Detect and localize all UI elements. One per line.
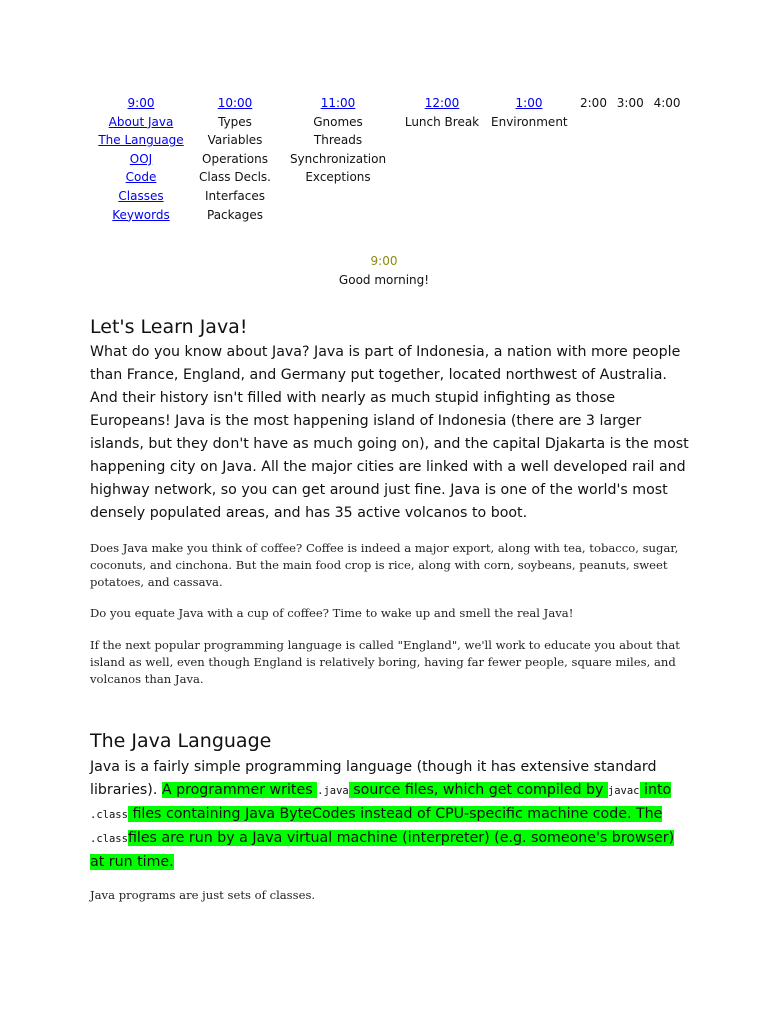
highlight-into: into xyxy=(639,782,672,798)
language-paragraph xyxy=(90,756,690,874)
topic-synchronization: Synchronization xyxy=(289,151,387,166)
schedule-column-12 xyxy=(404,94,480,131)
topic-operations: Operations xyxy=(202,151,268,166)
topic-exceptions: Exceptions xyxy=(305,170,371,185)
code-javac: javac xyxy=(607,785,640,797)
schedule-column-1 xyxy=(491,94,567,131)
highlight-bytecodes: files containing Java ByteCodes instead of CPU-specific machine code. The xyxy=(127,806,663,822)
topic-variables: Variables xyxy=(207,133,263,148)
schedule-column-9 xyxy=(93,94,189,224)
heading-java-language: The Java Language xyxy=(90,730,272,752)
england-paragraph: If the next popular programming language is called "England", we'll work to educate you about that island as well, even though England is relatively boring, having far fewer people, square miles, and volcanos than Java. xyxy=(90,638,680,686)
schedule-column-11 xyxy=(288,94,388,187)
current-slot xyxy=(0,252,768,289)
time-link-11[interactable]: 11:00 xyxy=(320,96,356,110)
topic-gnomes: Gnomes xyxy=(313,114,363,129)
code-class-ext-2: .class xyxy=(90,833,128,845)
schedule-table xyxy=(0,94,768,234)
topic-lunch-break: Lunch Break xyxy=(404,114,480,129)
link-the-language[interactable]: The Language xyxy=(98,133,184,148)
link-classes[interactable]: Classes xyxy=(118,188,164,203)
schedule-column-10 xyxy=(198,94,272,224)
classes-paragraph: Java programs are just sets of classes. xyxy=(90,888,316,902)
link-keywords[interactable]: Keywords xyxy=(112,207,170,222)
link-ooj[interactable]: OOJ xyxy=(129,151,153,166)
topic-class-decls: Class Decls. xyxy=(198,170,271,185)
schedule-extra-times xyxy=(580,94,687,113)
topic-packages: Packages xyxy=(207,207,263,222)
intro-paragraph: What do you know about Java? Java is part of Indonesia, a nation with more people than France, England, and Germany put together, located northwest of Australia. And their history isn't filled with nearly as much stupid infighting as those Europeans! Java is the most happening island of Indonesia (there are 3 larger islands, but they don't have as much going on), and the capital Djakarta is the most happening city on Java. All the major cities are linked with a well developed rail and highway network, so you can get around just fine. Java is one of the world's most densely populated areas, and has 35 active volcanos to boot. xyxy=(90,344,689,521)
highlight-virtual-machine: files are run by a Java virtual machine (interpreter) (e.g. someone's browser) at run time. xyxy=(90,830,675,870)
topic-types: Types xyxy=(218,114,252,129)
highlight-source-files: source files, which get compiled by xyxy=(348,782,608,798)
time-2: 2:00 xyxy=(580,96,607,110)
link-about-java[interactable]: About Java xyxy=(108,114,174,129)
heading-lets-learn-java: Let's Learn Java! xyxy=(90,316,248,338)
time-link-12[interactable]: 12:00 xyxy=(424,96,460,110)
current-slot-time: 9:00 xyxy=(370,254,398,268)
topic-environment: Environment xyxy=(491,114,568,129)
time-4: 4:00 xyxy=(653,96,681,110)
language-lead-text: Java is a fairly simple programming language (though it has extensive standard libraries). xyxy=(90,759,657,798)
link-code[interactable]: Code xyxy=(125,170,157,185)
code-java-ext: .java xyxy=(317,785,349,797)
coffee-paragraph: Does Java make you think of coffee? Coffee is indeed a major export, along with tea, tobacco, sugar, coconuts, and cinchona. But the main food crop is rice, along with corn, soybeans, peanuts, sweet potatoes, and cassava. xyxy=(90,541,679,589)
wake-up-paragraph: Do you equate Java with a cup of coffee? Time to wake up and smell the real Java! xyxy=(90,606,574,620)
current-slot-message: Good morning! xyxy=(338,272,430,287)
time-link-1[interactable]: 1:00 xyxy=(515,96,543,110)
time-3: 3:00 xyxy=(616,96,644,110)
code-class-ext: .class xyxy=(90,809,128,821)
time-link-9[interactable]: 9:00 xyxy=(127,96,155,110)
time-link-10[interactable]: 10:00 xyxy=(217,96,253,110)
highlight-programmer-writes: A programmer writes xyxy=(161,782,318,798)
topic-threads: Threads xyxy=(313,133,363,148)
topic-interfaces: Interfaces xyxy=(205,188,265,203)
